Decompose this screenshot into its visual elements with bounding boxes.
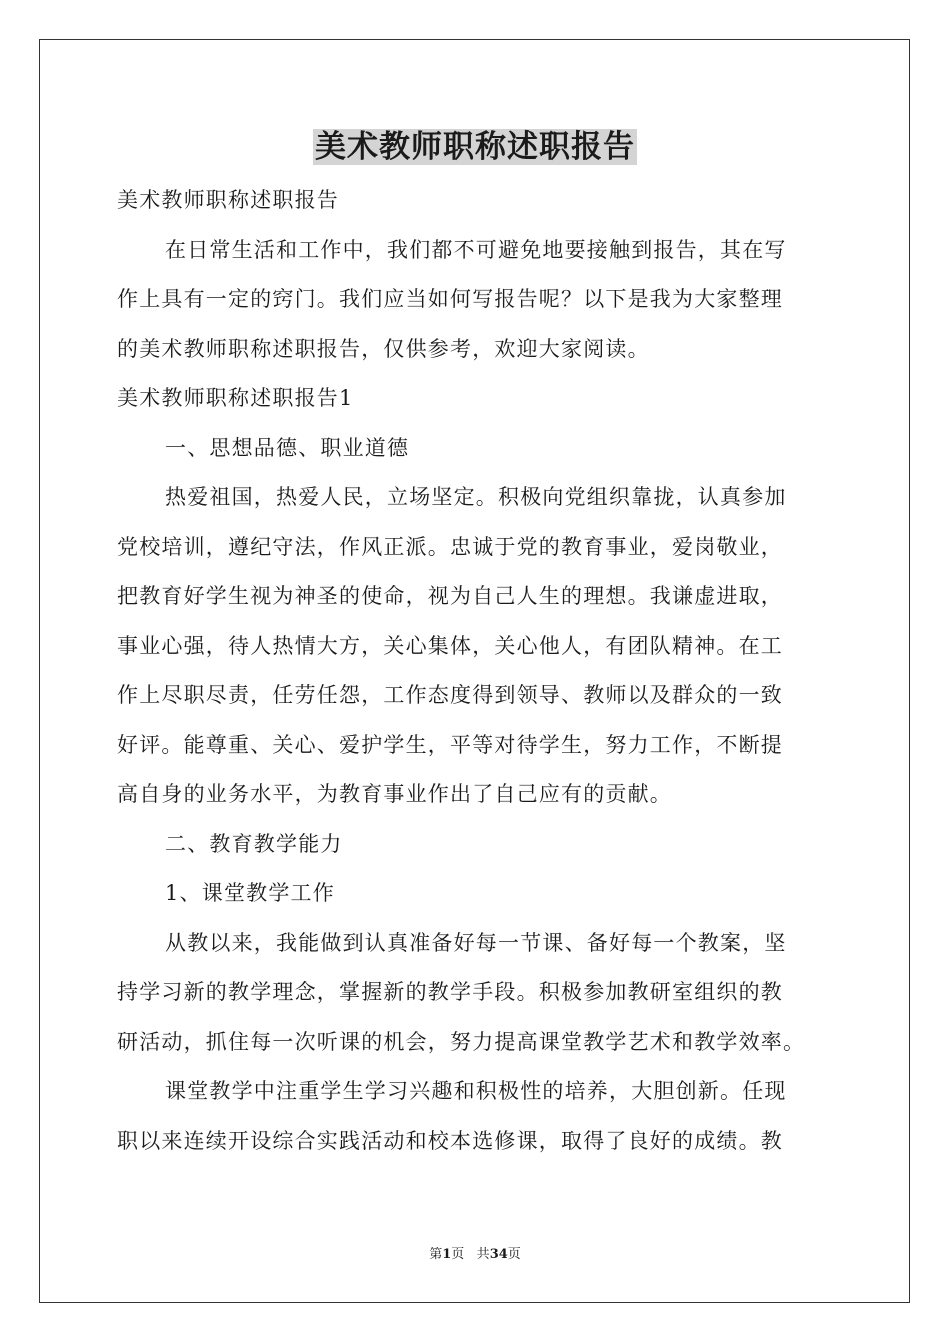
footer-total-suffix: 页 xyxy=(507,1247,521,1262)
text-line: 研活动，抓住每一次听课的机会，努力提高课堂教学艺术和教学效率。 xyxy=(117,1029,806,1054)
text-line: 高自身的业务水平，为教育事业作出了自己应有的贡献。 xyxy=(117,782,672,806)
text-line: 事业心强，待人热情大方，关心集体，关心他人，有团队精神。在工 xyxy=(117,633,783,658)
footer-page-prefix: 第 xyxy=(429,1247,443,1262)
text-line: 从教以来，我能做到认真准备好每一节课、备好每一个教案，坚 xyxy=(165,930,787,955)
text-line: 把教育好学生视为神圣的使命，视为自己人生的理想。我谦虚进取， xyxy=(117,584,783,608)
footer-page-number: 1 xyxy=(442,1247,452,1262)
footer-total-pages: 34 xyxy=(489,1247,508,1262)
text-line: 美术教师职称述职报告 xyxy=(117,188,339,212)
footer-page-suffix: 页 xyxy=(451,1247,465,1262)
text-line: 持学习新的教学理念，掌握新的教学手段。积极参加教研室组织的教 xyxy=(117,980,783,1004)
document-title xyxy=(0,126,950,168)
text-line: 热爱祖国，热爱人民，立场坚定。积极向党组织靠拢，认真参加 xyxy=(165,485,787,509)
text-line: 一、思想品德、职业道德 xyxy=(165,435,410,460)
document-title-text: 美术教师职称述职报告 xyxy=(315,129,635,165)
page-footer xyxy=(0,1246,950,1264)
text-line: 的美术教师职称述职报告，仅供参考，欢迎大家阅读。 xyxy=(117,336,650,361)
text-line: 在日常生活和工作中，我们都不可避免地要接触到报告，其在写 xyxy=(165,237,787,262)
text-line: 作上尽职尽责，任劳任怨，工作态度得到领导、教师以及群众的一致 xyxy=(117,683,783,707)
text-line: 党校培训，遵纪守法，作风正派。忠诚于党的教育事业，爱岗敬业， xyxy=(117,534,783,559)
text-line: 二、教育教学能力 xyxy=(165,831,343,856)
text-line: 职以来连续开设综合实践活动和校本选修课，取得了良好的成绩。教 xyxy=(117,1128,783,1153)
document-body xyxy=(117,176,837,1166)
text-line: 1、课堂教学工作 xyxy=(165,881,335,905)
footer-total-prefix: 共 xyxy=(476,1247,490,1262)
text-line: 好评。能尊重、关心、爱护学生，平等对待学生，努力工作，不断提 xyxy=(117,732,783,757)
text-line: 作上具有一定的窍门。我们应当如何写报告呢？以下是我为大家整理 xyxy=(117,287,783,311)
text-line: 美术教师职称述职报告1 xyxy=(117,386,354,410)
text-line: 课堂教学中注重学生学习兴趣和积极性的培养，大胆创新。任现 xyxy=(165,1079,787,1103)
